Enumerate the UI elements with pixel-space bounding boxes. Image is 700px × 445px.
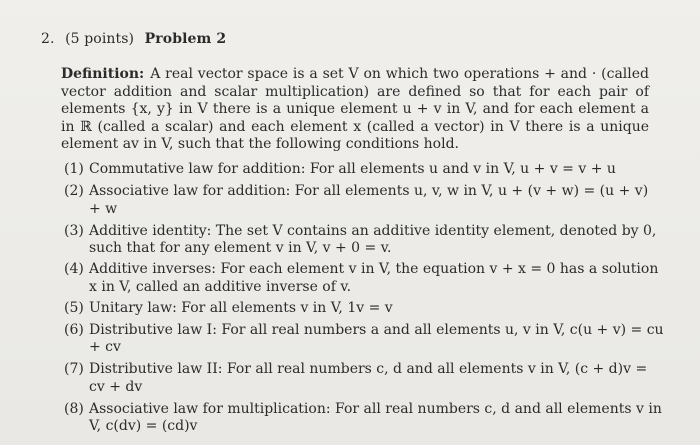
condition-text: Additive inverses: For each element v in V, the equation v + x = 0 has a solution x in V, called an additive inverse of v. <box>89 261 659 295</box>
definition-paragraph <box>61 66 649 154</box>
condition-item-8 <box>64 401 664 436</box>
condition-number: (1) <box>64 161 84 177</box>
definition-text: A real vector space is a set V on which two operations + and · (called vector addition and scalar multiplication) are defined so that for each pair of elements {x, y} in V there is a unique element u + v in V, and for each element a in ℝ (called a scalar) and each element x (called a vector) in V there is a unique element av in V, such that the following conditions hold. <box>61 66 649 152</box>
condition-text: Unitary law: For all elements v in V, 1v = v <box>89 299 393 316</box>
condition-item-2 <box>64 183 664 218</box>
problem-points: (5 points) <box>65 31 135 47</box>
condition-number: (4) <box>64 261 84 277</box>
condition-text: Distributive law I: For all real numbers a and all elements u, v in V, c(u + v) = cu + cv <box>89 321 664 355</box>
condition-number: (7) <box>64 361 84 377</box>
condition-number: (6) <box>64 321 84 338</box>
condition-item-1 <box>64 161 664 179</box>
condition-number: (8) <box>64 400 84 417</box>
condition-text: Commutative law for addition: For all elements u and v in V, u + v = v + u <box>89 161 616 177</box>
conditions-list <box>64 161 664 439</box>
condition-text: Associative law for multiplication: For all real numbers c, d and all elements v in V, c(dv) = (cd)v <box>89 400 662 434</box>
condition-text: Distributive law II: For all real numbers c, d and all elements v in V, (c + d)v = cv + dv <box>89 361 648 395</box>
problem-header <box>41 31 226 47</box>
condition-number: (5) <box>64 299 84 316</box>
definition-label: Definition: <box>61 66 145 82</box>
condition-text: Associative law for addition: For all elements u, v, w in V, u + (v + w) = (u + v) + w <box>89 183 649 217</box>
problem-number: 2. <box>41 31 55 47</box>
problem-title: Problem 2 <box>144 31 227 47</box>
condition-item-7 <box>64 361 664 396</box>
condition-item-6 <box>64 322 664 357</box>
condition-number: (3) <box>64 222 84 239</box>
condition-item-3 <box>64 223 664 258</box>
condition-text: Additive identity: The set V contains an additive identity element, denoted by 0, such that for any element v in V, v + 0 = v. <box>89 222 657 256</box>
condition-item-4 <box>64 261 664 296</box>
condition-item-5 <box>64 300 664 318</box>
condition-number: (2) <box>64 183 84 199</box>
